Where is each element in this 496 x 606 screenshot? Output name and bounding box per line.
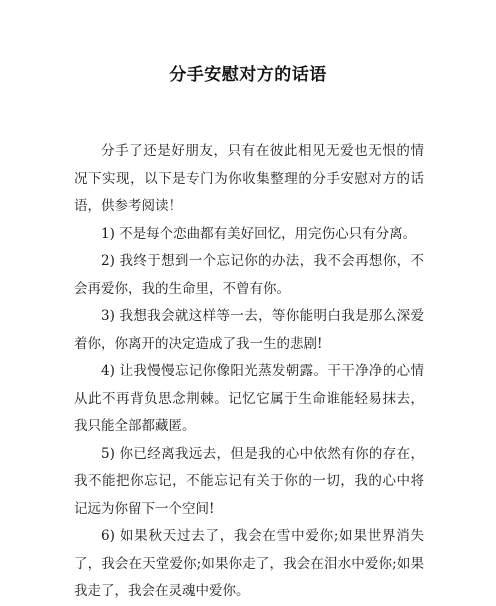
list-item: 2) 我终于想到一个忘记你的办法，我不会再想你，不会再爱你，我的生命里，不曾有你。: [74, 253, 424, 297]
list-item: 6) 如果秋天过去了，我会在雪中爱你;如果世界消失了，我会在天堂爱你;如果你走了，我会在泪水中爱你;如果我走了，我会在灵魂中爱你。: [74, 528, 424, 599]
intro-paragraph: 分手了还是好朋友，只有在彼此相见无爱也无恨的情况下实现，以下是专门为你收集整理的分手安慰对方的话语，供参考阅读！: [74, 143, 424, 214]
list-item: 3) 我想我会就这样等一去，等你能明白我是那么深爱着你，你离开的决定造成了我一生的悲剧!: [74, 308, 424, 352]
list-item: 1) 不是每个恋曲都有美好回忆，用完伤心只有分离。: [101, 225, 417, 242]
list-item: 4) 让我慢慢忘记你像阳光蒸发朝露。干干净净的心情从此不再背负思念荆棘。记忆它属于生命谁能轻易抹去，我只能全部都藏匿。: [74, 363, 424, 434]
list-item: 5) 你已经离我远去，但是我的心中依然有你的存在，我不能把你忘记，不能忘记有关于你的一切，我的心中将记远为你留下一个空间!: [74, 445, 424, 517]
document-body: [74, 138, 424, 606]
document-title: 分手安慰对方的话语: [169, 65, 327, 85]
